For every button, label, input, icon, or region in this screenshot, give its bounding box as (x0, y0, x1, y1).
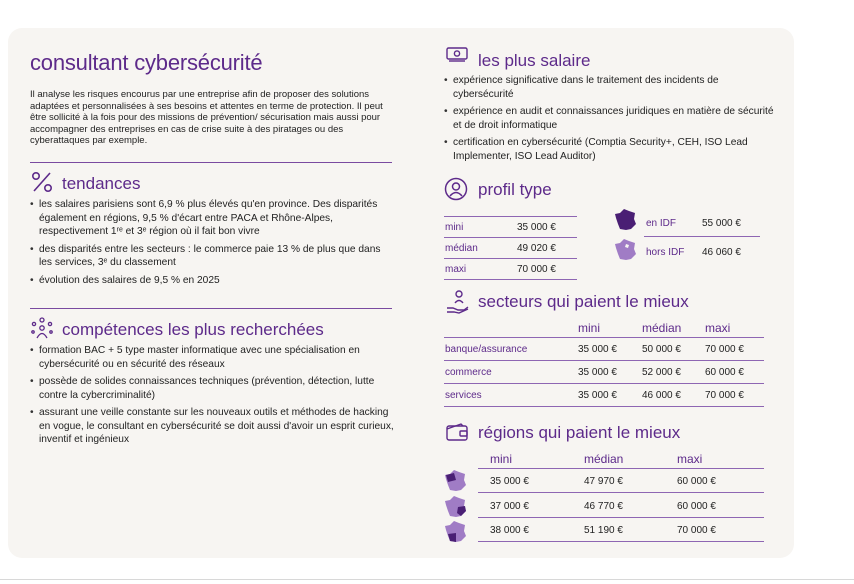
col-header-maxi: maxi (705, 321, 731, 335)
profil-label-mini: mini (445, 222, 464, 233)
competences-heading: compétences les plus recherchées (62, 320, 324, 339)
table-rule (478, 541, 764, 542)
list-item: • possède de solides connaissances techniques (prévention, détection, lutte contre la cybercriminalité) (30, 375, 395, 402)
tendances-list (30, 198, 395, 291)
table-cell: 35 000 € (578, 367, 617, 378)
page-title: consultant cybersécurité (30, 50, 263, 75)
profil-value-maxi: 70 000 € (517, 264, 556, 275)
profil-label-maxi: maxi (445, 264, 467, 275)
plus-salaire-heading: les plus salaire (478, 51, 591, 70)
list-item: • assurant une veille constante sur les nouveaux outils et méthodes de hacking en vogue, le consultant en cybersécurité se doit aussi d'avoir un esprit curieux, inventif et ingénieux (30, 406, 395, 447)
table-cell: 35 000 € (578, 344, 617, 355)
idf-label: en IDF (646, 218, 677, 229)
col-header-mini: mini (490, 452, 513, 466)
list-item: • expérience significative dans le traitement des incidents de cybersécurité (444, 74, 774, 101)
table-cell: 50 000 € (642, 344, 681, 355)
table-cell: 37 000 € (490, 501, 529, 512)
france-map-icon (614, 208, 638, 232)
table-cell: 46 770 € (584, 501, 623, 512)
table-cell: 60 000 € (677, 476, 716, 487)
secteur-label: commerce (445, 367, 492, 378)
table-cell: 70 000 € (705, 344, 744, 355)
france-region-map-icon (444, 495, 468, 519)
secteur-label: banque/assurance (445, 344, 528, 355)
table-cell: 70 000 € (705, 390, 744, 401)
france-region-map-icon (444, 469, 468, 493)
table-cell: 52 000 € (642, 367, 681, 378)
list-item: • expérience en audit et connaissances juridiques en matière de sécurité et de droit informatique (444, 105, 774, 132)
plus-salaire-list (444, 74, 774, 167)
banknote-icon (446, 46, 468, 62)
secteur-label: services (445, 390, 482, 401)
table-rule (478, 492, 764, 493)
col-header-median: médian (642, 321, 682, 335)
list-item: • évolution des salaires de 9,5 % en 2025 (30, 274, 395, 288)
hand-person-icon (446, 289, 470, 315)
table-rule (444, 258, 577, 259)
table-cell: 60 000 € (705, 367, 744, 378)
intro-text: Il analyse les risques encourus par une entreprise afin de proposer des solutions adaptées et personnalisées à ses besoins et attentes en terme de protection. Il peut être sollicité à la fois pour des missions de prévention/ sécurisation mais aussi pour accompagner des entreprises en cas de crise suite à des piratages ou des cyberattaques par exemple. (30, 89, 383, 146)
table-rule (444, 216, 577, 217)
profil-value-mini: 35 000 € (517, 222, 556, 233)
table-cell: 47 970 € (584, 476, 623, 487)
table-cell: 70 000 € (677, 525, 716, 536)
col-header-median: médian (584, 452, 624, 466)
table-rule (444, 279, 577, 280)
table-rule (444, 337, 764, 338)
table-rule (478, 517, 764, 518)
profil-value-median: 49 020 € (517, 243, 556, 254)
col-header-maxi: maxi (677, 452, 703, 466)
table-cell: 46 000 € (642, 390, 681, 401)
tendances-heading: tendances (62, 174, 141, 193)
table-cell: 38 000 € (490, 525, 529, 536)
list-item: • formation BAC + 5 type master informatique avec une spécialisation en cybersécurité ou en sécurité des réseaux (30, 344, 395, 371)
profil-heading: profil type (478, 180, 552, 199)
col-header-mini: mini (578, 321, 601, 335)
table-rule (444, 237, 577, 238)
people-network-icon (30, 316, 54, 340)
table-cell: 35 000 € (578, 390, 617, 401)
table-rule (444, 406, 764, 407)
divider (30, 308, 392, 309)
profil-label-median: médian (445, 243, 478, 254)
table-cell: 35 000 € (490, 476, 529, 487)
profile-icon (444, 177, 468, 201)
percent-icon (30, 170, 54, 194)
divider (30, 162, 392, 163)
list-item: • certification en cybersécurité (Comptia Security+, CEH, ISO Lead Implementer, ISO Lead Auditor) (444, 136, 774, 163)
competences-list (30, 344, 395, 451)
page-divider (0, 579, 854, 580)
wallet-icon (446, 423, 468, 441)
secteurs-heading: secteurs qui paient le mieux (478, 292, 689, 311)
idf-value: 55 000 € (702, 218, 741, 229)
hors-idf-label: hors IDF (646, 247, 685, 258)
list-item: • des disparités entre les secteurs : le commerce paie 13 % de plus que dans les services, 3ᵉ du classement (30, 243, 395, 270)
table-cell: 60 000 € (677, 501, 716, 512)
regions-heading: régions qui paient le mieux (478, 423, 681, 442)
hors-idf-value: 46 060 € (702, 247, 741, 258)
france-region-map-icon (444, 520, 468, 544)
list-item: • les salaires parisiens sont 6,9 % plus élevés qu'en province. Des disparités également en régions, 9,5 % d'écart entre PACA et Rhône-Alpes, respectivement 1ʳᵉ et 3ᵉ région où il fait bon vivre (30, 198, 395, 239)
france-map-icon (614, 238, 638, 262)
table-rule (444, 383, 764, 384)
table-rule (644, 236, 760, 237)
table-rule (444, 360, 764, 361)
table-cell: 51 190 € (584, 525, 623, 536)
table-rule (478, 468, 764, 469)
